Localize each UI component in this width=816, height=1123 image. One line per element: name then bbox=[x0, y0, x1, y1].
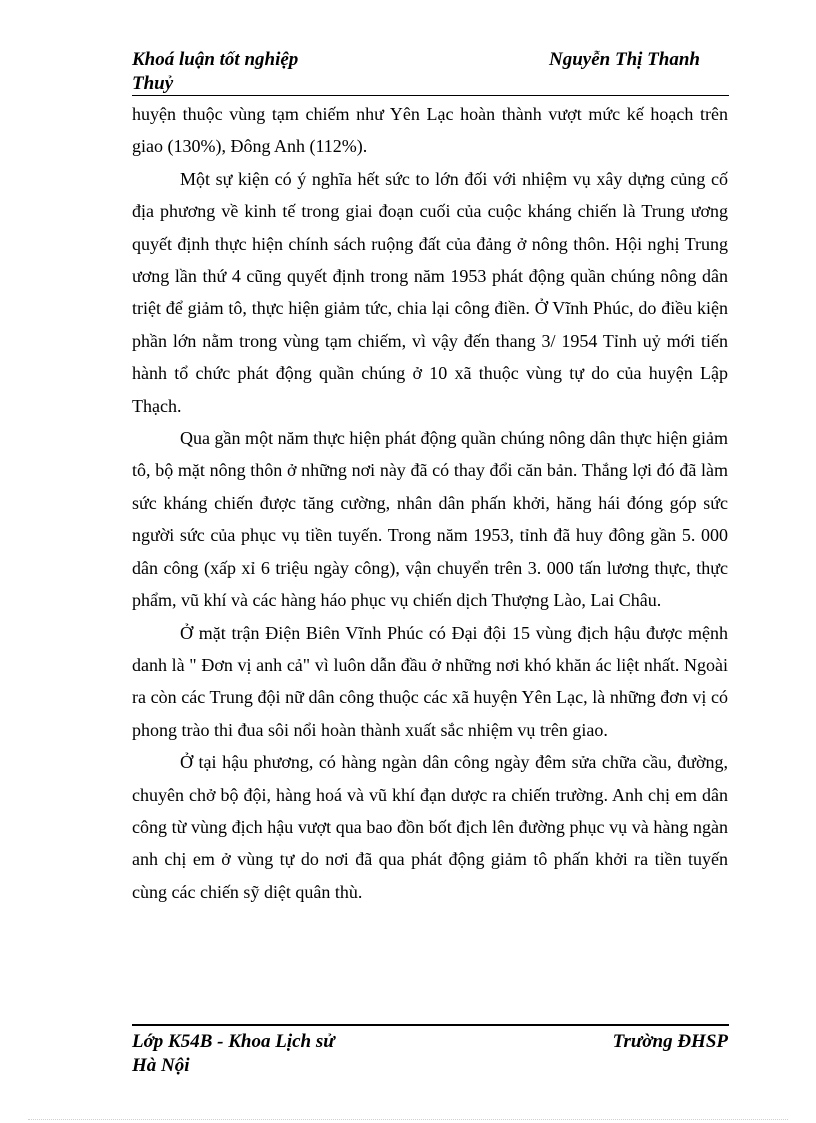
page-bottom-edge bbox=[28, 1119, 788, 1120]
paragraph-5: Ở tại hậu phương, có hàng ngàn dân công ngày đêm sửa chữa cầu, đường, chuyên chở bộ đội, hàng hoá và vũ khí đạn dược ra chiến trường. Anh chị em dân công từ vùng địch hậu vượt qua bao đồn bốt địch lên đường phục vụ và hàng ngàn anh chị em ở vùng tự do nơi đã qua phát động giảm tô phấn khởi ra tiền tuyến cùng các chiến sỹ diệt quân thù. bbox=[132, 752, 728, 902]
paragraph-1: huyện thuộc vùng tạm chiếm như Yên Lạc hoàn thành vượt mức kế hoạch trên giao (130%), Đông Anh (112%). bbox=[132, 104, 728, 157]
paragraph-3: Qua gần một năm thực hiện phát động quần chúng nông dân thực hiện giảm tô, bộ mặt nông thôn ở những nơi này đã có thay đổi căn bản. Thắng lợi đó đã làm sức kháng chiến được tăng cường, nhân dân phấn khởi, hăng hái đóng góp sức người sức của phục vụ tiền tuyến. Trong năm 1953, tỉnh đã huy đông gần 5. 000 dân công (xấp xỉ 6 triệu ngày công), vận chuyển trên 3. 000 tấn lương thực, thực phẩm, vũ khí và các hàng háo phục vụ chiến dịch Thượng Lào, Lai Châu. bbox=[132, 428, 728, 611]
body-text bbox=[132, 98, 728, 908]
header-thesis-title: Khoá luận tốt nghiệp bbox=[132, 49, 299, 70]
footer-divider bbox=[132, 1024, 729, 1026]
footer-class-department: Lớp K54B - Khoa Lịch sử bbox=[132, 1031, 335, 1052]
header-author-name: Nguyễn Thị Thanh bbox=[549, 49, 700, 70]
header-author-name-continued: Thuỷ bbox=[132, 73, 174, 94]
paragraph-2: Một sự kiện có ý nghĩa hết sức to lớn đối với nhiệm vụ xây dựng củng cố địa phương về kinh tế trong giai đoạn cuối của cuộc kháng chiến là Trung ương quyết định thực hiện chính sách ruộng đất của đảng ở nông thôn. Hội nghị Trung ương lần thứ 4 cũng quyết định trong năm 1953 phát động quần chúng nông dân triệt để giảm tô, thực hiện giảm tức, chia lại công điền. Ở Vĩnh Phúc, do điều kiện phần lớn nằm trong vùng tạm chiếm, vì vậy đến thang 3/ 1954 Tỉnh uỷ mới tiến hành tổ chức phát động quần chúng ở 10 xã thuộc vùng tự do của huyện Lập Thạch. bbox=[132, 168, 728, 416]
paragraph-4: Ở mặt trận Điện Biên Vĩnh Phúc có Đại đội 15 vùng địch hậu được mệnh danh là " Đơn vị anh cả" vì luôn dẫn đầu ở những nơi khó khăn ác liệt nhất. Ngoài ra còn các Trung đội nữ dân công thuộc các xã huyện Yên Lạc, là những đơn vị có phong trào thi đua sôi nổi hoàn thành xuất sắc nhiệm vụ trên giao. bbox=[132, 622, 728, 740]
footer-school: Trường ĐHSP bbox=[612, 1031, 728, 1052]
header-divider bbox=[132, 95, 729, 96]
footer-city: Hà Nội bbox=[132, 1055, 190, 1076]
